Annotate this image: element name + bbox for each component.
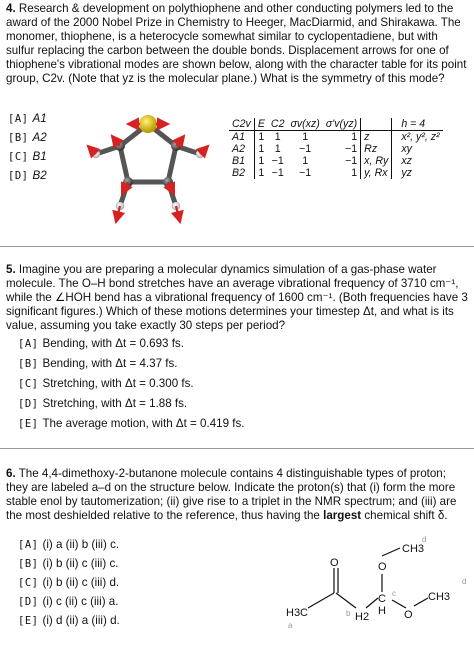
proton-label-d: d <box>462 577 467 586</box>
question-4-number: 4. <box>6 2 16 15</box>
q5-option-c[interactable]: [C] Stretching, with Δt = 0.300 fs. <box>18 377 194 390</box>
q4-option-a[interactable]: [A] A1 <box>8 112 47 125</box>
q4-option-c[interactable]: [C] B1 <box>8 150 47 163</box>
divider <box>0 246 474 247</box>
question-6-text-end: chemical shift δ. <box>364 509 448 522</box>
structure-bonds <box>308 548 428 608</box>
proton-label-d: d <box>422 535 427 544</box>
q4-option-b[interactable]: [B] A2 <box>8 131 47 144</box>
question-4-text: Research & development on polythiophene and other conducting polymers led to the award of the 2000 Nobel Prize in Chemistry to Heeger, MacDiarmid, and Shirakawa. The monomer, thiophene, is a heterocycle somewhat similar to cyclopentadiene, but with sulfur replacing the carbon between the double bonds. Displacement arrows for one of thiophene's vibrational modes are shown below, along with the character table for its point group, C2v. (Note that yz is the molecular plane.) What is the symmetry of this mode? <box>6 2 467 85</box>
question-4 <box>6 2 468 86</box>
character-table-row: B1 1 −1 1 −1 x, Ry xz <box>232 155 412 167</box>
q4-option-d[interactable]: [D] B2 <box>8 169 47 182</box>
molecule-bonds <box>96 124 200 206</box>
character-table-row: B2 1 −1 −1 1 y, Rx yz <box>232 167 412 179</box>
q6-option-c[interactable]: [C] (i) b (ii) c (iii) d. <box>18 576 120 589</box>
ch3-label: CH3 <box>402 543 425 555</box>
proton-label-c: c <box>392 589 396 598</box>
q6-option-d[interactable]: [D] (i) c (ii) c (iii) a. <box>18 595 119 608</box>
question-5-text: Imagine you are preparing a molecular dynamics simulation of a gas-phase water molecule. The O–H bond stretches have an average vibrational frequency of 3710 cm⁻¹, while the ∠HOH bend has a vibrational frequency of 1600 cm⁻¹. (Both frequencies have 3 significant figures.) Which of these motions determines your timestep Δt, and what is its value, assuming you take exactly 30 steps per period? <box>6 263 468 332</box>
divider <box>0 448 474 449</box>
ch3-label: CH3 <box>428 591 451 603</box>
q5-option-a[interactable]: [A] Bending, with Δt = 0.693 fs. <box>18 337 184 350</box>
displacement-arrows <box>88 124 208 222</box>
sulfur-atom <box>139 115 157 133</box>
molecule-atoms <box>92 115 204 210</box>
question-5 <box>6 263 468 333</box>
q5-option-d[interactable]: [D] Stretching, with Δt = 1.88 fs. <box>18 397 188 410</box>
methine-hydrogen-label: H <box>378 605 386 617</box>
question-6-emphasis: largest <box>323 509 362 522</box>
methine-carbon-label: C <box>378 593 386 605</box>
proton-label-a: a <box>288 621 293 630</box>
structure-labels <box>286 543 450 623</box>
question-6-number: 6. <box>6 467 16 480</box>
character-table-row: A2 1 1 −1 −1 Rz xy <box>232 143 412 155</box>
methoxy-oxygen-label: O <box>404 609 413 621</box>
question-6 <box>6 467 468 523</box>
q6-option-a[interactable]: [A] (i) a (ii) b (iii) c. <box>18 538 120 551</box>
q6-option-b[interactable]: [B] (i) b (ii) c (iii) c. <box>18 557 119 570</box>
ch2-label: H2 <box>355 611 370 623</box>
carbonyl-oxygen-label: O <box>330 557 339 569</box>
q5-option-b[interactable]: [B] Bending, with Δt = 4.37 fs. <box>18 357 178 370</box>
character-table-row: A1 1 1 1 1 z x², y², z² <box>232 131 440 143</box>
question-6-text: The 4,4-dimethoxy-2-butanone molecule contains 4 distinguishable types of proton; they are labeled a–d on the structure below. Indicate the proton(s) that (i) form the more stable enol by tautomerization; (ii) give rise to a triplet in the NMR spectrum; and (iii) are the most deshielded relative to the reference, thus having the <box>6 467 457 522</box>
proton-label-b: b <box>346 609 351 618</box>
thiophene-mode-figure <box>84 106 214 230</box>
q6-option-e[interactable]: [E] (i) d (ii) a (iii) d. <box>18 614 120 627</box>
character-table-header: C2v E C2 σv(xz) σ'v(yz) h = 4 <box>229 118 443 131</box>
character-table <box>229 118 443 179</box>
question-5-number: 5. <box>6 263 16 276</box>
q5-option-e[interactable]: [E] The average motion, with Δt = 0.419 fs. <box>18 417 245 430</box>
h3c-label: H3C <box>286 607 309 619</box>
methoxy-oxygen-label: O <box>378 561 387 573</box>
dimethoxybutanone-structure <box>282 534 468 644</box>
